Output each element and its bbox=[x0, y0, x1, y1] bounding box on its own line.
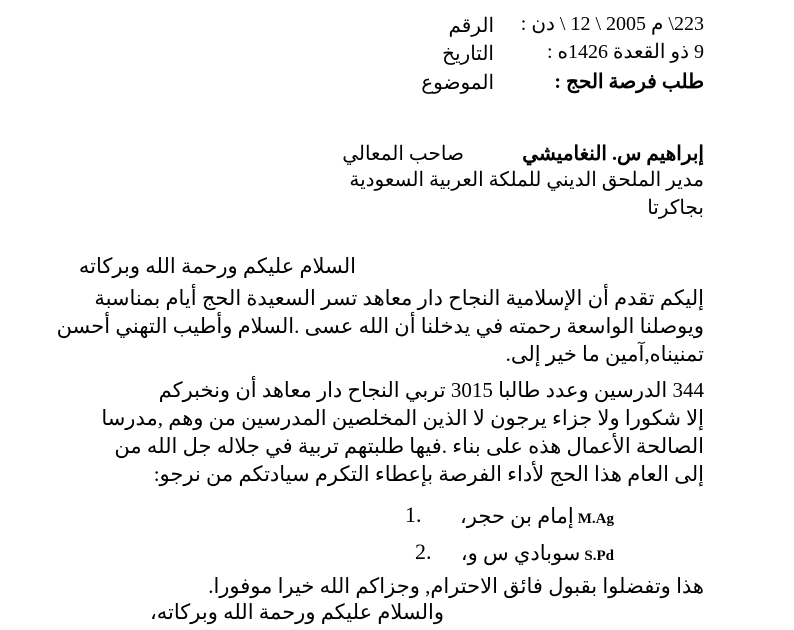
recipient-city: بجاكرتا bbox=[647, 197, 704, 219]
closing-line-2: والسلام عليكم ورحمة الله وبركاته، bbox=[150, 600, 444, 624]
date-value: 9 ذو القعدة 1426ه : bbox=[546, 41, 704, 63]
greeting: السلام عليكم ورحمة الله وبركاته bbox=[78, 254, 356, 278]
closing-line-1: هذا وتفضلوا بقبول فائق الاحترام, وجزاكم الله خيرا موفورا. bbox=[208, 574, 704, 598]
list-item-name: سوبادي س و، bbox=[460, 541, 581, 565]
date-label: التاريخ bbox=[442, 43, 494, 65]
list-item-number: 2. bbox=[415, 539, 432, 564]
paragraph-2-line-3: الصالحة الأعمال هذه على بناء .فيها طلبتهم تربية في جلاله جل الله من bbox=[114, 434, 704, 458]
list-item bbox=[460, 506, 614, 527]
paragraph-2-line-1: 344 الدرسين وعدد طالبا 3015 تربي النجاح دار معاهد أن ونخبركم bbox=[158, 378, 704, 402]
recipient-honorific: صاحب المعالي bbox=[342, 143, 464, 165]
recipient-title: مدير الملحق الديني للملكة العربية السعودية bbox=[349, 169, 704, 191]
recipient-name: إبراهيم س. النغاميشي bbox=[522, 143, 704, 165]
reference-number-label: الرقم bbox=[448, 15, 494, 37]
paragraph-2-line-4: إلى العام هذا الحج لأداء الفرصة بإعطاء التكرم سيادتكم من نرجو: bbox=[153, 462, 704, 486]
list-item-degree: M.Ag bbox=[577, 511, 614, 527]
list-item-number: 1. bbox=[405, 502, 422, 527]
list-item bbox=[461, 543, 614, 564]
subject-label: الموضوع bbox=[421, 72, 494, 94]
list-item-name: إمام بن حجر، bbox=[460, 504, 574, 528]
paragraph-2-line-2: إلا شكورا ولا جزاء يرجون لا الذين المخلصين المدرسين من وهم ,مدرسا bbox=[101, 406, 704, 430]
subject-value: طلب فرصة الحج : bbox=[554, 71, 704, 93]
reference-number-value: 223\ م 2005 \ 12 \ دن : bbox=[520, 13, 704, 35]
paragraph-1-line-1: إليكم تقدم أن الإسلامية النجاح دار معاهد تسر السعيدة الحج أيام بمناسبة bbox=[94, 286, 704, 310]
paragraph-1-line-3: تمنيناه,آمين ما خير إلى. bbox=[505, 342, 704, 366]
list-item-degree: S.Pd bbox=[584, 548, 614, 564]
paragraph-1-line-2: ويوصلنا الواسعة رحمته في يدخلنا أن الله عسى .السلام وأطيب التهني أحسن bbox=[56, 314, 704, 338]
